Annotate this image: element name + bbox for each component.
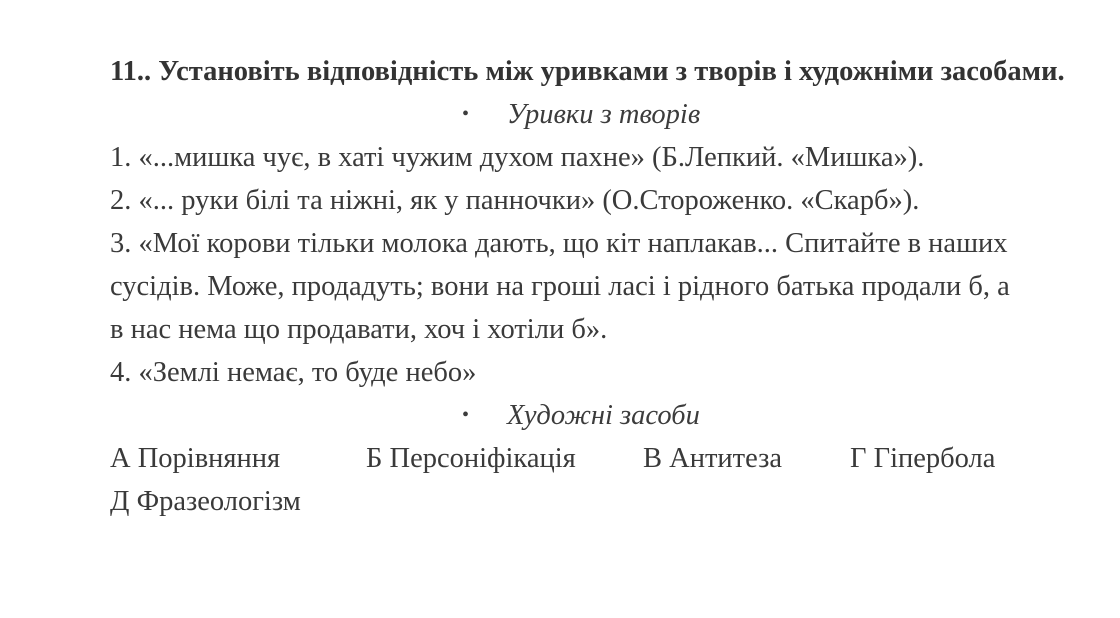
excerpts-heading — [110, 93, 1110, 136]
task-content — [110, 50, 1110, 523]
device-option-a: А Порівняння — [110, 443, 281, 474]
excerpt-4: 4. «Землі немає, то буде небо» — [110, 357, 477, 388]
devices-heading-text: Художні засоби — [507, 400, 700, 431]
devices-row-2 — [110, 480, 1110, 523]
bullet-icon: • — [462, 404, 470, 426]
excerpt-3-line-3: в нас нема що продавати, хоч і хотіли б». — [110, 314, 608, 345]
excerpt-3-line-1: 3. «Мої корови тільки молока дають, що кіт наплакав... Спитайте в наших — [110, 228, 1008, 259]
bullet-icon: • — [462, 103, 470, 125]
device-option-b: Б Персоніфікація — [366, 443, 576, 474]
devices-heading — [110, 394, 1110, 437]
devices-row — [110, 437, 1110, 480]
excerpts-heading-text: Уривки з творів — [507, 99, 701, 130]
device-option-e: Д Фразеологізм — [110, 486, 301, 517]
device-option-d: Г Гіпербола — [850, 443, 996, 474]
excerpt-3-line-2: сусідів. Може, продадуть; вони на гроші ласі і рідного батька продали б, а — [110, 271, 1010, 302]
question-title: 11.. Установіть відповідність між уривками з творів і художніми засобами. — [110, 56, 1065, 87]
excerpt-2: 2. «... руки білі та ніжні, як у панночки» (О.Стороженко. «Скарб»). — [110, 185, 920, 216]
excerpt-1: 1. «...мишка чує, в хаті чужим духом пахне» (Б.Лепкий. «Мишка»). — [110, 142, 925, 173]
device-option-c: В Антитеза — [643, 443, 783, 474]
